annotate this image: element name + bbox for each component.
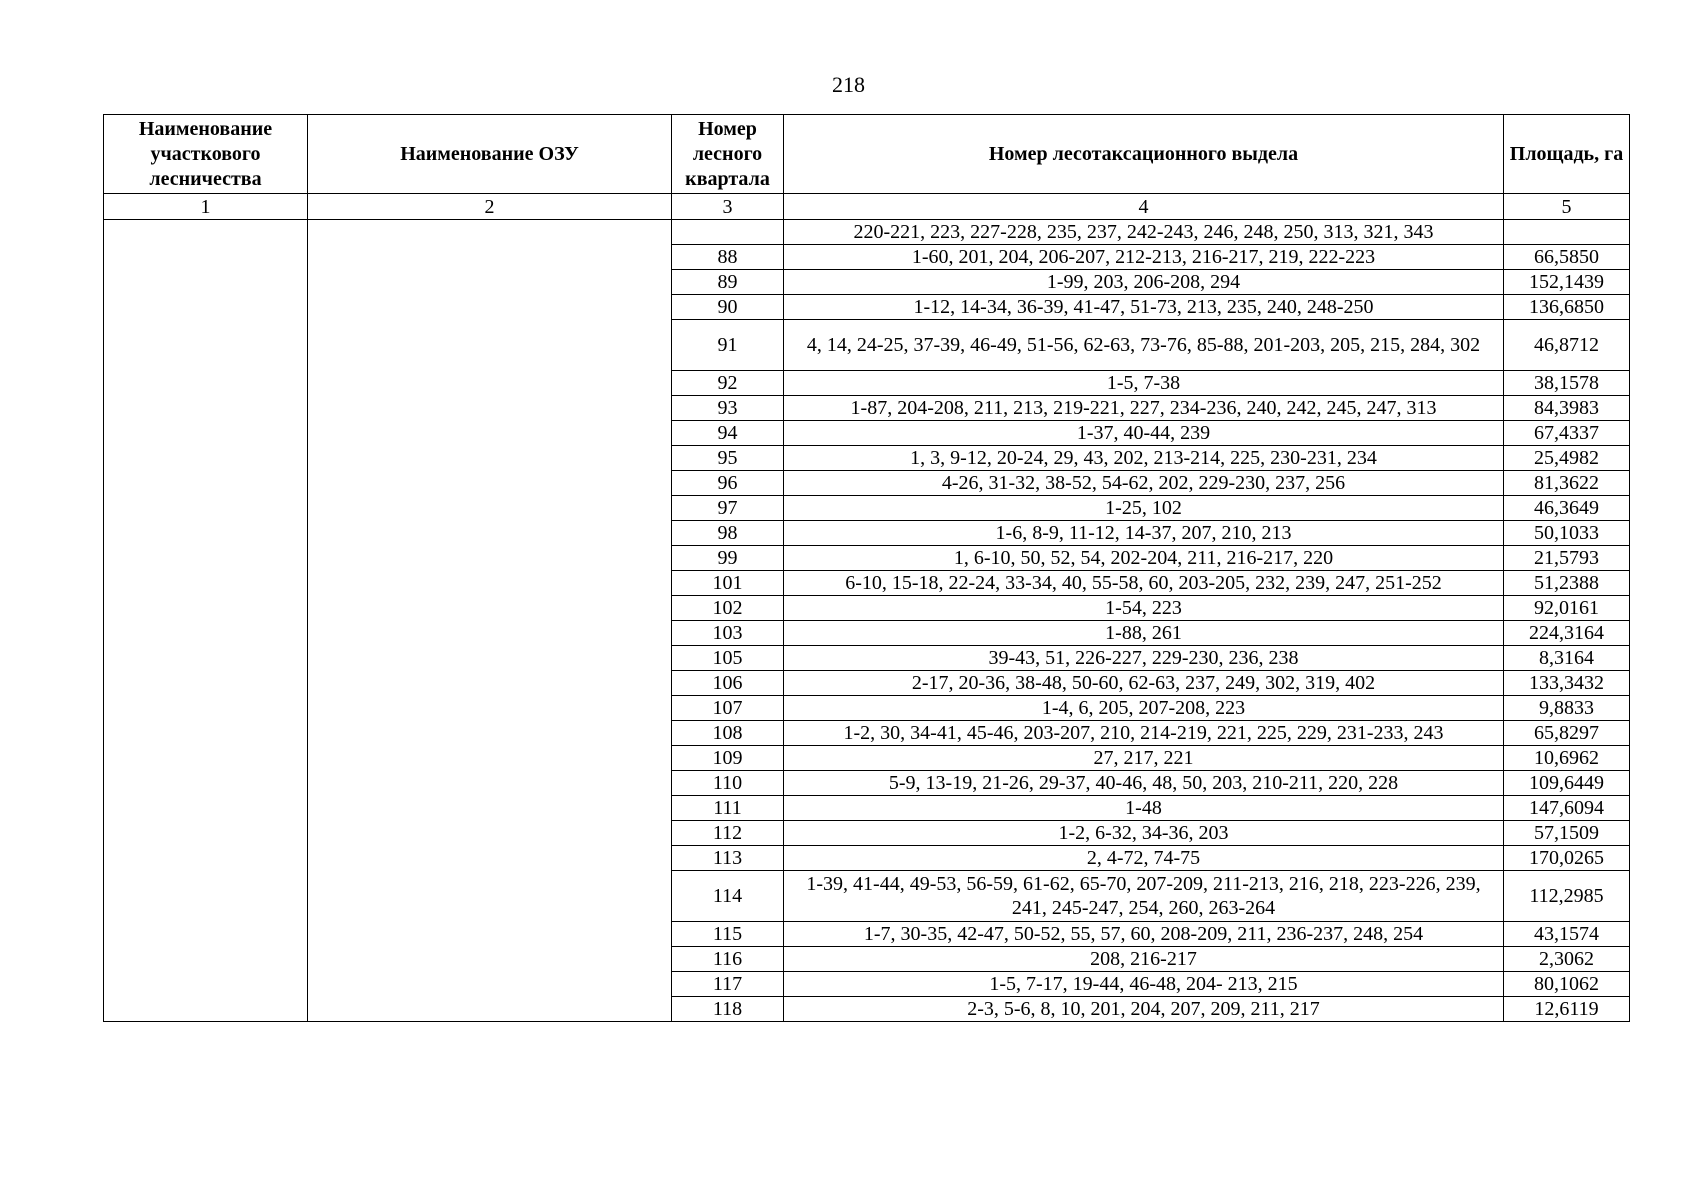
column-number: 5 xyxy=(1504,194,1630,220)
column-number: 1 xyxy=(104,194,308,220)
area-cell: 2,3062 xyxy=(1504,947,1630,972)
header-ozu-name: Наименование ОЗУ xyxy=(308,115,672,194)
table-row xyxy=(104,220,1630,245)
plot-numbers-cell: 1, 6-10, 50, 52, 54, 202-204, 211, 216-217, 220 xyxy=(784,546,1504,571)
area-cell: 43,1574 xyxy=(1504,922,1630,947)
plot-numbers-cell: 1-60, 201, 204, 206-207, 212-213, 216-217, 219, 222-223 xyxy=(784,245,1504,270)
quarter-number-cell: 118 xyxy=(672,997,784,1022)
plot-numbers-cell: 2, 4-72, 74-75 xyxy=(784,846,1504,871)
area-cell: 67,4337 xyxy=(1504,421,1630,446)
plot-numbers-cell: 1-12, 14-34, 36-39, 41-47, 51-73, 213, 235, 240, 248-250 xyxy=(784,295,1504,320)
quarter-number-cell: 106 xyxy=(672,671,784,696)
area-cell: 51,2388 xyxy=(1504,571,1630,596)
quarter-number-cell xyxy=(672,220,784,245)
quarter-number-cell: 99 xyxy=(672,546,784,571)
plot-numbers-cell: 2-17, 20-36, 38-48, 50-60, 62-63, 237, 249, 302, 319, 402 xyxy=(784,671,1504,696)
plot-numbers-cell: 27, 217, 221 xyxy=(784,746,1504,771)
area-cell: 170,0265 xyxy=(1504,846,1630,871)
quarter-number-cell: 107 xyxy=(672,696,784,721)
plot-numbers-cell: 1-2, 6-32, 34-36, 203 xyxy=(784,821,1504,846)
quarter-number-cell: 95 xyxy=(672,446,784,471)
plot-numbers-cell: 1-37, 40-44, 239 xyxy=(784,421,1504,446)
area-cell: 112,2985 xyxy=(1504,871,1630,922)
quarter-number-cell: 117 xyxy=(672,972,784,997)
area-cell: 147,6094 xyxy=(1504,796,1630,821)
header-quarter-number: Номер лесного квартала xyxy=(672,115,784,194)
plot-numbers-cell: 1-6, 8-9, 11-12, 14-37, 207, 210, 213 xyxy=(784,521,1504,546)
table-header xyxy=(104,115,1630,220)
plot-numbers-cell: 1-39, 41-44, 49-53, 56-59, 61-62, 65-70, 207-209, 211-213, 216, 218, 223-226, 239, 241, 245-247, 254, 260, 263-264 xyxy=(784,871,1504,922)
plot-numbers-cell: 220-221, 223, 227-228, 235, 237, 242-243, 246, 248, 250, 313, 321, 343 xyxy=(784,220,1504,245)
area-cell: 66,5850 xyxy=(1504,245,1630,270)
plot-numbers-cell: 1-54, 223 xyxy=(784,596,1504,621)
area-cell: 80,1062 xyxy=(1504,972,1630,997)
plot-numbers-cell: 1-99, 203, 206-208, 294 xyxy=(784,270,1504,295)
table-body xyxy=(104,220,1630,1022)
plot-numbers-cell: 1-5, 7-17, 19-44, 46-48, 204- 213, 215 xyxy=(784,972,1504,997)
plot-numbers-cell: 4, 14, 24-25, 37-39, 46-49, 51-56, 62-63, 73-76, 85-88, 201-203, 205, 215, 284, 302 xyxy=(784,320,1504,371)
area-cell: 46,3649 xyxy=(1504,496,1630,521)
plot-numbers-cell: 6-10, 15-18, 22-24, 33-34, 40, 55-58, 60, 203-205, 232, 239, 247, 251-252 xyxy=(784,571,1504,596)
quarter-number-cell: 116 xyxy=(672,947,784,972)
area-cell: 46,8712 xyxy=(1504,320,1630,371)
area-cell: 152,1439 xyxy=(1504,270,1630,295)
plot-numbers-cell: 208, 216-217 xyxy=(784,947,1504,972)
quarter-number-cell: 88 xyxy=(672,245,784,270)
area-cell: 136,6850 xyxy=(1504,295,1630,320)
area-cell: 81,3622 xyxy=(1504,471,1630,496)
area-cell: 8,3164 xyxy=(1504,646,1630,671)
quarter-number-cell: 94 xyxy=(672,421,784,446)
plot-numbers-cell: 1-25, 102 xyxy=(784,496,1504,521)
header-plot-numbers: Номер лесотаксационного выдела xyxy=(784,115,1504,194)
plot-numbers-cell: 1-5, 7-38 xyxy=(784,371,1504,396)
quarter-number-cell: 109 xyxy=(672,746,784,771)
plot-numbers-cell: 4-26, 31-32, 38-52, 54-62, 202, 229-230, 237, 256 xyxy=(784,471,1504,496)
area-cell: 92,0161 xyxy=(1504,596,1630,621)
header-district: Наименование участкового лесничества xyxy=(104,115,308,194)
area-cell: 65,8297 xyxy=(1504,721,1630,746)
plot-numbers-cell: 2-3, 5-6, 8, 10, 201, 204, 207, 209, 211, 217 xyxy=(784,997,1504,1022)
quarter-number-cell: 97 xyxy=(672,496,784,521)
area-cell: 10,6962 xyxy=(1504,746,1630,771)
page-number: 218 xyxy=(832,72,865,97)
area-cell: 57,1509 xyxy=(1504,821,1630,846)
quarter-number-cell: 105 xyxy=(672,646,784,671)
area-cell: 224,3164 xyxy=(1504,621,1630,646)
quarter-number-cell: 111 xyxy=(672,796,784,821)
area-cell: 12,6119 xyxy=(1504,997,1630,1022)
area-cell: 25,4982 xyxy=(1504,446,1630,471)
area-cell: 133,3432 xyxy=(1504,671,1630,696)
quarter-number-cell: 92 xyxy=(672,371,784,396)
plot-numbers-cell: 1, 3, 9-12, 20-24, 29, 43, 202, 213-214, 225, 230-231, 234 xyxy=(784,446,1504,471)
quarter-number-cell: 90 xyxy=(672,295,784,320)
area-cell: 9,8833 xyxy=(1504,696,1630,721)
quarter-number-cell: 93 xyxy=(672,396,784,421)
quarter-number-cell: 112 xyxy=(672,821,784,846)
area-cell: 109,6449 xyxy=(1504,771,1630,796)
quarter-number-cell: 102 xyxy=(672,596,784,621)
quarter-number-cell: 114 xyxy=(672,871,784,922)
quarter-number-cell: 110 xyxy=(672,771,784,796)
column-number: 3 xyxy=(672,194,784,220)
plot-numbers-cell: 1-48 xyxy=(784,796,1504,821)
plot-numbers-cell: 1-2, 30, 34-41, 45-46, 203-207, 210, 214-219, 221, 225, 229, 231-233, 243 xyxy=(784,721,1504,746)
quarter-number-cell: 91 xyxy=(672,320,784,371)
plot-numbers-cell: 1-88, 261 xyxy=(784,621,1504,646)
area-cell: 21,5793 xyxy=(1504,546,1630,571)
district-name-cell xyxy=(104,220,308,1022)
quarter-number-cell: 108 xyxy=(672,721,784,746)
forest-plots-table xyxy=(103,114,1630,1022)
area-cell: 38,1578 xyxy=(1504,371,1630,396)
quarter-number-cell: 96 xyxy=(672,471,784,496)
column-number-row xyxy=(104,194,1630,220)
quarter-number-cell: 89 xyxy=(672,270,784,295)
header-row xyxy=(104,115,1630,194)
quarter-number-cell: 113 xyxy=(672,846,784,871)
plot-numbers-cell: 1-7, 30-35, 42-47, 50-52, 55, 57, 60, 208-209, 211, 236-237, 248, 254 xyxy=(784,922,1504,947)
area-cell xyxy=(1504,220,1630,245)
quarter-number-cell: 115 xyxy=(672,922,784,947)
plot-numbers-cell: 1-4, 6, 205, 207-208, 223 xyxy=(784,696,1504,721)
area-cell: 50,1033 xyxy=(1504,521,1630,546)
plot-numbers-cell: 1-87, 204-208, 211, 213, 219-221, 227, 234-236, 240, 242, 245, 247, 313 xyxy=(784,396,1504,421)
header-area: Площадь, га xyxy=(1504,115,1630,194)
plot-numbers-cell: 5-9, 13-19, 21-26, 29-37, 40-46, 48, 50, 203, 210-211, 220, 228 xyxy=(784,771,1504,796)
quarter-number-cell: 101 xyxy=(672,571,784,596)
quarter-number-cell: 98 xyxy=(672,521,784,546)
area-cell: 84,3983 xyxy=(1504,396,1630,421)
plot-numbers-cell: 39-43, 51, 226-227, 229-230, 236, 238 xyxy=(784,646,1504,671)
quarter-number-cell: 103 xyxy=(672,621,784,646)
ozu-name-cell xyxy=(308,220,672,1022)
column-number: 4 xyxy=(784,194,1504,220)
column-number: 2 xyxy=(308,194,672,220)
